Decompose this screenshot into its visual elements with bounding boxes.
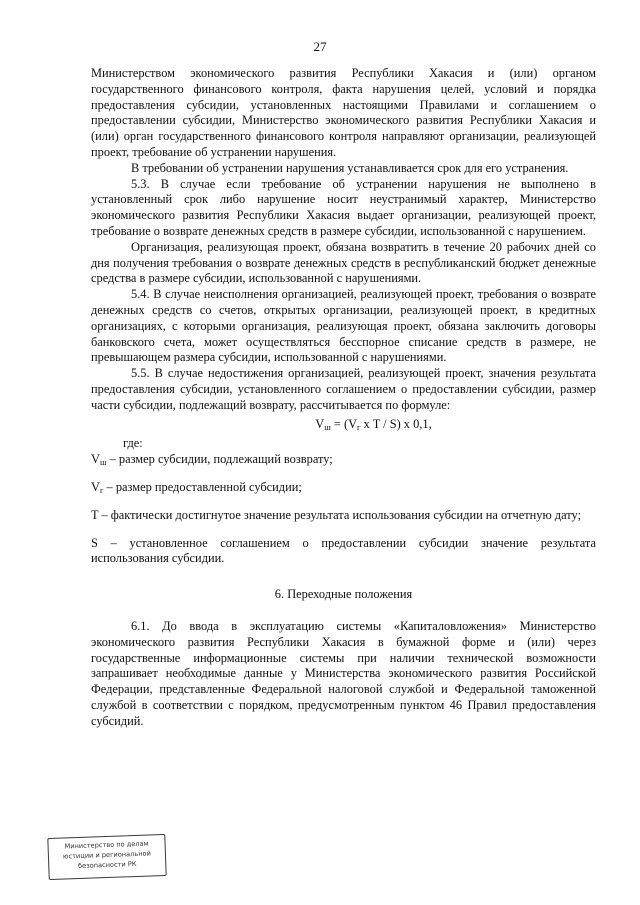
paragraph-continuation: Министерством экономического развития Республики Хакасия и (или) органом государственного финансового контроля, факта нарушения целей, условий и порядка предоставления субсидии, установленных настоящими Правилами и соглашением о предоставлении субсидии, Министерство экономического развития Республики Хакасия и (или) орган государственного финансового контроля направляют организации, реализующей проект, требование об устранении нарушения. bbox=[91, 66, 596, 159]
paragraph-refund-obligation: Организация, реализующая проект, обязана возвратить в течение 20 рабочих дней со дня получения требования о возврате денежных средств в республиканский бюджет денежные средства в размере субсидии, использованной с нарушениями. bbox=[91, 239, 596, 286]
section-title: 6. Переходные положения bbox=[274, 587, 413, 602]
formula-lhs: V bbox=[315, 416, 325, 431]
page-number: 27 bbox=[313, 39, 327, 54]
formula-lhs-sub: ш bbox=[324, 421, 331, 432]
formula-mid: = (V bbox=[330, 416, 358, 431]
formula-mid-sub: г bbox=[357, 421, 361, 432]
definition-t: T – фактически достигнутое значение результата использования субсидии на отчетную дату; bbox=[91, 507, 582, 522]
formula-rest: x T / S) x 0,1, bbox=[360, 416, 432, 431]
registration-stamp: Министерство по делам юстиции и региональной безопасности РК bbox=[47, 834, 166, 880]
refund-formula bbox=[91, 417, 596, 433]
paragraph-6-1: 6.1. До ввода в эксплуатацию системы «Капиталовложения» Министерство экономического развития Республики Хакасия в бумажной форме и (или) через государственные информационные системы при наличии технической возможности запрашивает необходимые данные у Министерства экономического развития Российской Федерации, представленные Федеральной налоговой службой и Федеральной таможенной службой в соответствии с порядком, предусмотренным пунктом 46 Правил предоставления субсидий. bbox=[91, 618, 596, 728]
document-body bbox=[91, 66, 596, 729]
paragraph-5-4: 5.4. В случае неисполнения организацией, реализующей проект, требования о возврате денежных средств со счетов, открытых организации, реализующей проект, в кредитных организациях, с которыми организация, реализующая проект, обязана заключить договоры банковского счета, может осуществляться бесспорное списание средств в размере, не превышающем размера субсидии, использованной с нарушениями. bbox=[91, 287, 596, 365]
where-label: где: bbox=[123, 436, 143, 451]
paragraph-deadline: В требовании об устранении нарушения устанавливается срок для его устранения. bbox=[131, 160, 569, 175]
paragraph-5-3: 5.3. В случае если требование об устранении нарушения не выполнено в установленный срок либо нарушение носит неустранимый характер, Министерство экономического развития Республики Хакасия выдает организации, реализующей проект, требование о возврате денежных средств в размере субсидии, использованной с нарушением. bbox=[91, 176, 596, 238]
definition-v-sh: $V_ш$ – размер субсидии, подлежащий возврату; bbox=[91, 452, 333, 468]
definition-v-g: $V_г$ – размер предоставленной субсидии; bbox=[91, 479, 302, 495]
paragraph-5-5: 5.5. В случае недостижения организацией, реализующей проект, значения результата предоставления субсидии, установленного соглашением о предоставлении субсидии, размер части субсидии, подлежащий возврату, рассчитывается по формуле: bbox=[91, 366, 596, 412]
definition-s: S – установленное соглашением о предоставлении субсидии значение результата использования субсидии. bbox=[91, 535, 596, 566]
